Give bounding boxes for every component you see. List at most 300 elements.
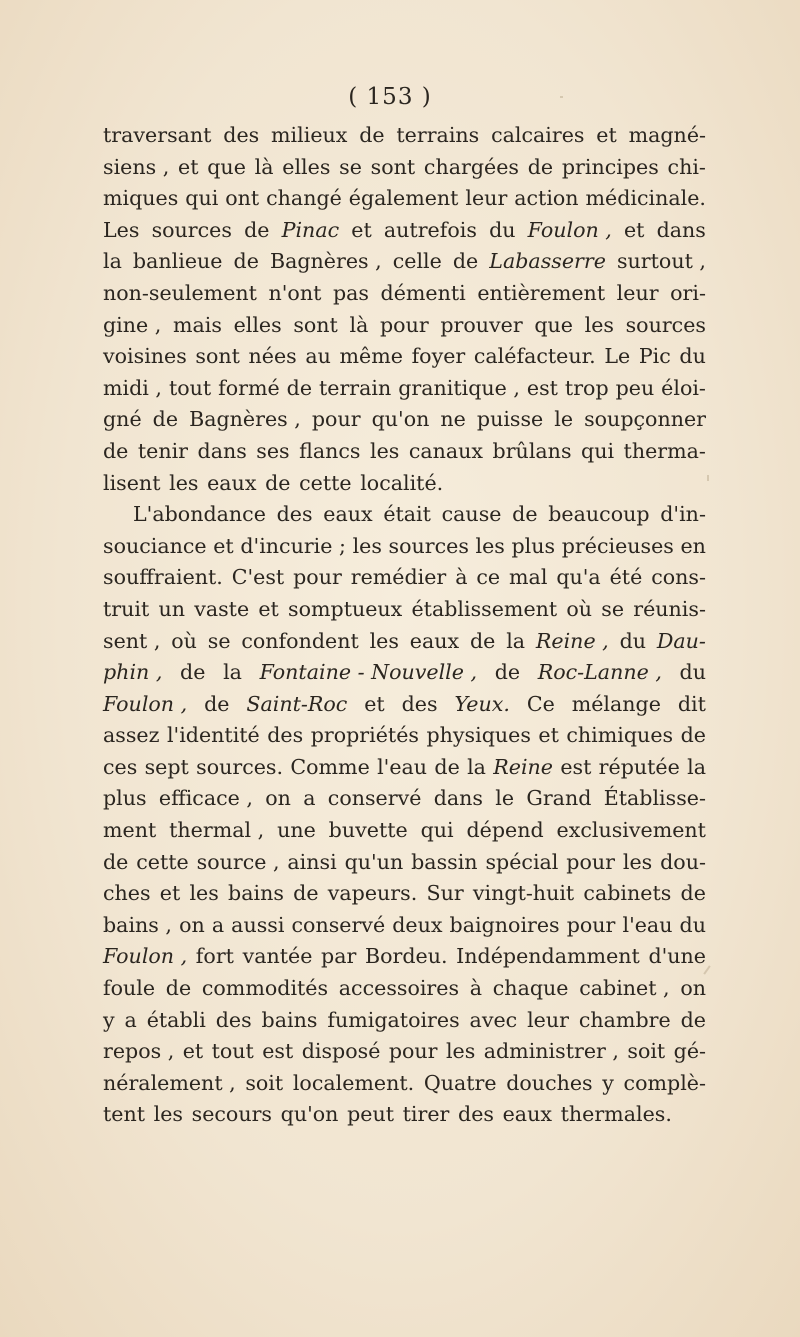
word: de <box>233 249 259 274</box>
word: milieux <box>271 123 348 147</box>
word: se <box>339 154 362 179</box>
text-line <box>103 720 706 752</box>
text-line <box>103 657 706 689</box>
word: gine , <box>103 312 162 337</box>
word: les <box>369 628 399 653</box>
text-line <box>103 562 706 594</box>
word: précieuses <box>561 533 674 558</box>
word: Quatre <box>423 1070 497 1095</box>
italic-word: Foulon , <box>103 691 188 716</box>
word: voisines <box>103 344 187 369</box>
word: les <box>153 1102 183 1127</box>
word: d'incurie ; <box>240 533 346 558</box>
word: mélange <box>571 691 661 716</box>
word: gné <box>103 407 142 432</box>
word: l'eau <box>377 754 428 779</box>
word: ce <box>476 565 501 590</box>
word: et <box>178 154 199 179</box>
word: que <box>534 312 573 337</box>
word: tirer <box>402 1102 450 1127</box>
word: brûlans <box>492 438 572 463</box>
text-line <box>103 341 706 373</box>
word: principes <box>561 154 659 179</box>
text-line <box>103 1005 706 1037</box>
word: terrains <box>396 123 480 147</box>
italic-word: Roc-Lanne , <box>537 660 662 685</box>
word: la <box>223 660 242 685</box>
word: Comme <box>290 754 370 779</box>
word: vapeurs. <box>327 881 418 906</box>
text-line <box>103 120 706 152</box>
word: Indépendamment <box>456 944 640 969</box>
word: tent <box>103 1102 146 1127</box>
word: eaux <box>323 502 373 527</box>
word: eaux <box>207 470 257 495</box>
word: est <box>262 1039 294 1064</box>
word: la <box>687 754 706 779</box>
word: les <box>169 470 199 495</box>
text-line <box>103 815 706 847</box>
word: y <box>103 1007 115 1032</box>
word: miques <box>103 186 179 211</box>
text-line <box>103 941 706 973</box>
word: éloi- <box>661 375 706 400</box>
word: les <box>189 881 219 906</box>
text-line <box>103 215 706 247</box>
word: de <box>244 217 270 242</box>
word: soupçonner <box>584 407 706 432</box>
word: de <box>103 849 129 874</box>
text-line <box>103 689 706 721</box>
italic-word: Reine <box>493 754 553 779</box>
italic-word: Foulon , <box>103 944 188 969</box>
word: un <box>158 596 185 621</box>
word: terrain <box>318 375 392 400</box>
text-line <box>103 847 706 879</box>
word: Établisse- <box>603 786 706 811</box>
word: therma- <box>623 438 706 463</box>
word: des <box>458 1102 494 1127</box>
word: caléfacteur. <box>473 344 596 369</box>
word: peut <box>347 1102 394 1127</box>
word: siens , <box>103 154 170 179</box>
word: et <box>351 217 372 242</box>
word: vantée <box>242 944 313 969</box>
word: qui <box>185 186 219 211</box>
word: ne <box>440 407 466 432</box>
word: plus <box>511 533 556 558</box>
word: pour <box>380 312 429 337</box>
word: C'est <box>231 565 285 590</box>
word: de <box>359 123 385 147</box>
word: a <box>303 786 316 811</box>
word: Le <box>604 344 631 369</box>
word: de <box>512 502 538 527</box>
word: elles <box>233 312 282 337</box>
paper-speck <box>560 96 563 98</box>
word: conservé <box>291 912 386 937</box>
word: administrer , <box>483 1039 619 1064</box>
word: également <box>348 186 459 211</box>
word: on <box>179 912 205 937</box>
word: de <box>293 881 319 906</box>
word: lisent <box>103 470 161 495</box>
word: truit <box>103 596 150 621</box>
word: et <box>596 123 617 147</box>
word: et <box>213 533 234 558</box>
word: sont <box>293 312 338 337</box>
word: de <box>204 691 230 716</box>
word: par <box>321 944 357 969</box>
word: midi , <box>103 375 162 400</box>
word: tenir <box>137 438 189 463</box>
word: chargées <box>423 154 519 179</box>
word: elles <box>282 154 331 179</box>
word: ces <box>103 754 138 779</box>
word: localité. <box>360 470 444 495</box>
word: celle <box>392 249 442 274</box>
word: du <box>489 217 516 242</box>
italic-word: Reine , <box>535 628 609 653</box>
text-line <box>103 783 706 815</box>
word: non-seulement <box>103 280 257 305</box>
word: bassin <box>411 849 478 874</box>
word: les <box>445 1039 476 1064</box>
word: sources. <box>196 754 284 779</box>
word: l'identité <box>166 723 260 748</box>
word: calcaires <box>491 123 585 147</box>
word: et <box>182 1039 204 1064</box>
paragraph <box>103 499 706 1131</box>
word: la <box>467 754 486 779</box>
word: réputée <box>598 754 680 779</box>
word: établissement <box>411 596 558 621</box>
word: cons- <box>651 565 706 590</box>
word: plus <box>103 786 147 811</box>
word: ches <box>103 881 151 906</box>
word: source , <box>196 849 280 874</box>
word: et <box>623 217 645 242</box>
italic-word: Labasserre <box>489 249 606 274</box>
word: est <box>560 754 592 779</box>
word: la <box>506 628 526 653</box>
word: en <box>680 533 706 558</box>
word: les <box>622 849 653 874</box>
word: même <box>339 344 403 369</box>
word: sont <box>195 344 240 369</box>
word: qui <box>581 438 615 463</box>
word: soit <box>627 1039 666 1064</box>
word: Bordeu. <box>364 944 448 969</box>
word: les <box>352 533 382 558</box>
word: et <box>258 596 279 621</box>
word: peu <box>615 375 655 400</box>
text-line <box>103 594 706 626</box>
word: tout <box>168 375 212 400</box>
text-line <box>103 499 706 531</box>
word: qu'a <box>556 565 601 590</box>
word: conservé <box>327 786 422 811</box>
word: banlieue <box>132 249 223 274</box>
word: nées <box>248 344 297 369</box>
word: a <box>211 912 225 937</box>
word: de <box>469 628 496 653</box>
word: a <box>124 1007 137 1032</box>
word: remédier <box>350 565 447 590</box>
body-text <box>103 120 706 1131</box>
word: au <box>305 344 331 369</box>
word: où <box>566 596 593 621</box>
word: de <box>180 660 206 685</box>
word: le <box>554 407 574 432</box>
text-line <box>103 436 706 468</box>
word: foyer <box>411 344 466 369</box>
word: bains , <box>103 912 172 937</box>
word: complè- <box>623 1070 706 1095</box>
word: Les <box>103 217 140 242</box>
word: gé- <box>673 1039 706 1064</box>
word: dans <box>197 438 247 463</box>
word: sent , <box>103 628 161 653</box>
word: là <box>254 154 274 179</box>
word: action <box>514 186 579 211</box>
word: leur <box>527 1007 569 1032</box>
word: cabinet , <box>579 976 670 1001</box>
word: dit <box>677 691 706 716</box>
italic-word: Saint-Roc <box>246 691 348 716</box>
word: des <box>267 723 304 748</box>
word: mal <box>509 565 548 590</box>
word: granitique , <box>398 375 520 400</box>
word: pour <box>293 565 342 590</box>
word: thermal , <box>169 818 265 843</box>
word: thermales. <box>560 1102 672 1127</box>
word: Ce <box>526 691 555 716</box>
word: chi- <box>667 154 706 179</box>
paragraph <box>103 120 706 499</box>
word: qui <box>420 818 454 843</box>
word: trop <box>564 375 609 400</box>
word: du <box>679 344 706 369</box>
text-line <box>103 278 706 310</box>
word: de <box>103 438 129 463</box>
word: somptueux <box>288 596 403 621</box>
word: souffraient. <box>103 565 223 590</box>
word: flancs <box>299 438 361 463</box>
text-line <box>103 1099 706 1131</box>
word: de <box>286 375 313 400</box>
word: une <box>277 818 316 843</box>
word: souciance <box>103 533 207 558</box>
word: L'abondance <box>133 502 266 527</box>
text-line <box>103 404 706 436</box>
word: Grand <box>526 786 592 811</box>
word: du <box>679 660 706 685</box>
word: qu'on <box>280 1102 339 1127</box>
word: baignoires <box>449 912 560 937</box>
word: d'in- <box>660 502 706 527</box>
word: commodités <box>201 976 329 1001</box>
word: pour <box>388 1039 438 1064</box>
word: accessoires <box>338 976 460 1001</box>
word: de <box>680 881 706 906</box>
word: entièrement <box>477 280 606 305</box>
word: dou- <box>660 849 706 874</box>
word: localement. <box>292 1070 415 1095</box>
word: cabinets <box>583 881 672 906</box>
word: soit <box>245 1070 284 1095</box>
word: fumigatoires <box>327 1007 460 1032</box>
word: de <box>680 1007 706 1032</box>
word: été <box>609 565 643 590</box>
text-line <box>103 373 706 405</box>
word: efficace , <box>158 786 253 811</box>
word: de <box>265 470 291 495</box>
text-line <box>103 973 706 1005</box>
word: on <box>265 786 291 811</box>
word: les <box>369 438 400 463</box>
word: y <box>602 1070 614 1095</box>
word: à <box>469 976 483 1001</box>
word: repos , <box>103 1039 175 1064</box>
word: assez <box>103 723 160 748</box>
word: bains <box>261 1007 318 1032</box>
word: exclusivement <box>556 818 706 843</box>
word: établi <box>146 1007 206 1032</box>
word: et <box>364 691 385 716</box>
word: d'une <box>648 944 706 969</box>
italic-word: Yeux. <box>454 691 510 716</box>
word: ont <box>225 186 260 211</box>
word: eaux <box>502 1102 552 1127</box>
word: se <box>207 628 231 653</box>
word: où <box>171 628 197 653</box>
word: cause <box>441 502 502 527</box>
text-line <box>103 752 706 784</box>
word: Bagnères , <box>189 407 301 432</box>
word: de <box>165 976 192 1001</box>
text-line <box>103 626 706 658</box>
word: pour <box>566 912 616 937</box>
word: ainsi <box>287 849 337 874</box>
word: prouver <box>440 312 523 337</box>
word: démenti <box>380 280 466 305</box>
word: des <box>215 1007 252 1032</box>
word: et <box>159 881 181 906</box>
word: les <box>584 312 614 337</box>
word: leur <box>465 186 508 211</box>
word: dans <box>433 786 483 811</box>
word: cette <box>136 849 189 874</box>
word: dans <box>656 217 706 242</box>
word: pour <box>566 849 615 874</box>
word: du <box>619 628 647 653</box>
word: cette <box>299 470 352 495</box>
word: chambre <box>578 1007 671 1032</box>
word: sources <box>151 217 232 242</box>
word: douches <box>506 1070 593 1095</box>
word: mais <box>172 312 222 337</box>
word: des <box>276 502 313 527</box>
word: autrefois <box>383 217 477 242</box>
text-line <box>103 152 706 184</box>
word: spécial <box>485 849 559 874</box>
italic-word: phin , <box>103 660 163 685</box>
word: fort <box>195 944 234 969</box>
word: chaque <box>492 976 569 1001</box>
word: du <box>679 912 706 937</box>
word: des <box>223 123 260 147</box>
word: sources <box>625 312 706 337</box>
word: confondent <box>241 628 359 653</box>
word: avec <box>469 1007 518 1032</box>
word: tout <box>211 1039 254 1064</box>
word: traversant <box>103 123 212 147</box>
word: et <box>538 723 559 748</box>
word: se <box>601 596 625 621</box>
text-line <box>103 878 706 910</box>
word: physiques <box>426 723 531 748</box>
word: dépend <box>466 818 544 843</box>
text-line <box>103 310 706 342</box>
text-line <box>103 910 706 942</box>
italic-word: Dau- <box>656 628 706 653</box>
word: formé <box>218 375 280 400</box>
word: bains <box>228 881 284 906</box>
word: des <box>401 691 438 716</box>
word: leur <box>616 280 659 305</box>
word: aussi <box>231 912 285 937</box>
italic-word: Fontaine - Nouvelle , <box>259 660 478 685</box>
word: de <box>152 407 179 432</box>
word: de <box>680 723 706 748</box>
page-number: ( 153 ) <box>348 84 432 110</box>
word: le <box>495 786 515 811</box>
word: on <box>680 976 706 1001</box>
word: Sur <box>426 881 464 906</box>
word: Bagnères , <box>269 249 382 274</box>
word: secours <box>191 1102 273 1127</box>
word: ori- <box>670 280 706 305</box>
word: les <box>475 533 505 558</box>
word: pour <box>311 407 361 432</box>
word: propriétés <box>310 723 419 748</box>
word: l'eau <box>622 912 673 937</box>
word: ses <box>256 438 290 463</box>
text-line <box>103 531 706 563</box>
word: réunis- <box>633 596 706 621</box>
text-line <box>103 1036 706 1068</box>
word: que <box>207 154 246 179</box>
text-line <box>103 1068 706 1100</box>
word: eaux <box>409 628 460 653</box>
word: était <box>383 502 431 527</box>
word: Pic <box>638 344 671 369</box>
word: de <box>452 249 479 274</box>
word: médicinale. <box>585 186 706 211</box>
word: la <box>103 249 122 274</box>
word: vingt-huit <box>472 881 575 906</box>
word: là <box>349 312 369 337</box>
word: qu'on <box>371 407 430 432</box>
word: ment <box>103 818 157 843</box>
paper-speck <box>707 475 709 481</box>
word: magné- <box>628 123 706 147</box>
text-line <box>103 183 706 215</box>
word: est <box>526 375 558 400</box>
word: n'ont <box>268 280 322 305</box>
word: buvette <box>328 818 408 843</box>
